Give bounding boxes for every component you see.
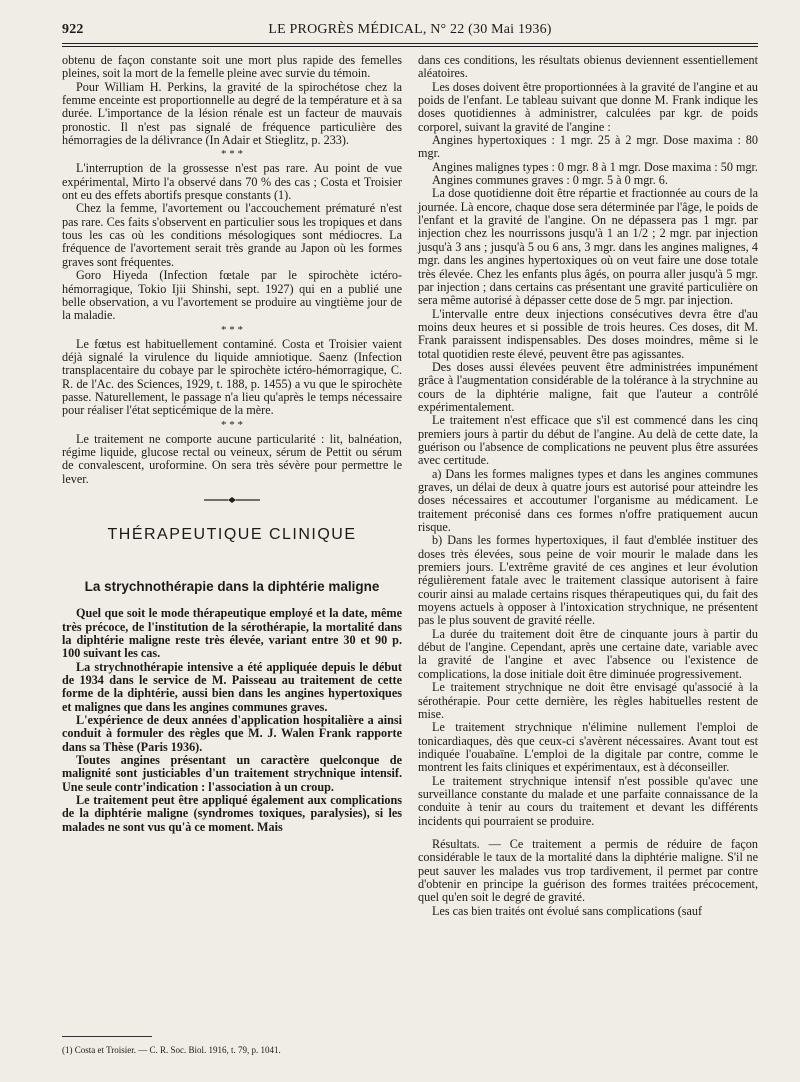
page-header (62, 22, 758, 42)
header-rule (62, 43, 758, 44)
section-separator: * * * (221, 418, 243, 431)
left-column (62, 54, 402, 834)
paragraph: dans ces conditions, les résultats obienus deviennent essentiellement aléatoires. (418, 53, 758, 81)
paragraph: Goro Hiyeda (Infection fœtale par le spirochète ictéro-hémorragique, Tokio Ijii Shinshi, sept. 1927) qui en a publié une belle observation, a vu l'avortement se produire au vingtième jour de la maladie. (62, 268, 402, 323)
article-title: La strychnothérapie dans la diphtérie maligne (84, 578, 380, 594)
footnote-rule (62, 1036, 152, 1037)
paragraph: Des doses aussi élevées peuvent être administrées impunément grâce à l'augmentation considérable de la tolérance à la strychnine au cours de la diphtérie maligne, fait que l'auteur a contrôlé expérimentalement. (418, 359, 758, 414)
dose-line: Angines communes graves : 0 mgr. 5 à 0 mgr. 6. (432, 173, 668, 188)
paragraph: Le traitement strychnique intensif n'est possible qu'avec une surveillance constante du malade et une parfaite connaissance de la conduite à tenir au cours du traitement et devant les différents incidents qui pourraient se produire. (418, 773, 758, 828)
paragraph: L'interruption de la grossesse n'est pas rare. Au point de vue expérimental, Mirto l'a observé dans 70 % des cas ; Costa et Troisier ont eu des effets abortifs presque constants (1). (62, 161, 402, 203)
paragraph: Le fœtus est habituellement contaminé. Costa et Troisier vaient déjà signalé la virulence du liquide amniotique. Saenz (Infection transplacentaire du cobaye par le spirochète ictéro-hémorragique, C. R. de l'Ac. des Sciences, 1929, t. 188, p. 1455) a vu que le spirochète passe. Naturellement, le passage n'a lieu qu'après le temps nécessaire pour réaliser l'état septicémique de la mère. (62, 336, 402, 418)
dose-line: Angines malignes types : 0 mgr. 8 à 1 mgr. Dose maxima : 50 mgr. (432, 159, 758, 174)
paragraph: Le traitement strychnique n'élimine nullement l'emploi de tonicardiaques, dès que ceux-ci s'avèrent nécessaires. Avant tout est indiquée l'ouabaïne. L'emploi de la digitale par contre, comme le montrent les faits cliniques et expérimentaux, est à déconseiller. (418, 720, 758, 775)
paragraph: a) Dans les formes malignes types et dans les angines communes graves, un délai de deux à quatre jours est autorisé pour atteindre les doses nécessaires et accoutumer l'organisme au médicament. Le traitement préconisé dans ces formes n'offre pratiquement aucun risque. (418, 466, 758, 535)
paragraph: Chez la femme, l'avortement ou l'accouchement prématuré n'est pas rare. Ces faits s'observent en particulier sous les tropiques et dans tous les cas où les conditions mésologiques sont médiocres. La fréquence de l'avortement serait très grande au Japon où les formes graves sont fréquentes. (62, 201, 402, 269)
paragraph: La durée du traitement doit être de cinquante jours à partir du début de l'angine. Cependant, après une certaine date, variable avec la gravité de l'angine et avec l'absence ou l'existence de complications, la dose initiale doit être diminuée progressivement. (418, 626, 758, 681)
paragraph: Les doses doivent être proportionnées à la gravité de l'angine et au poids de l'enfant. Le tableau suivant que donne M. Frank indique les doses quotidiennes à administrer, calculées par kgr. de poids corporel, suivant la gravité de l'angine : (418, 79, 758, 134)
paragraph: La dose quotidienne doit être répartie et fractionnée au cours de la journée. Là encore, chaque dose sera déterminée par l'âge, le poids de l'enfant et la gravité de l'angine. On ne dépassera pas 1 mgr. par injection chez les nourrissons jusqu'à 1 an 1/2 ; 2 mgr. par injection jusqu'à 3 ans ; jusqu'à 5 ou 6 ans, 3 mgr. dans les angines malignes, 4 mgr. dans les angines hypertoxiques où on veut faire une dose totale très élevée. Chez les enfants plus âgés, on pourra aller jusqu'à 5 mgr. par injection ; dans certains cas présentant une gravité particulière on sera même autorisé à dépasser cette dose de 5 mgr. par injection. (418, 186, 758, 308)
paragraph: obtenu de façon constante soit une mort plus rapide des femelles pleines, soit la mort de la femelle pleine avec survie du témoin. (62, 53, 402, 81)
paragraph: Toutes angines présentant un caractère quelconque de malignité sont justiciables d'un traitement strychnique intensif. Une seule contr'indication : l'association à un croup. (62, 753, 402, 794)
paragraph: Le traitement strychnique ne doit être envisagé qu'associé à la sérothérapie. Pour cette dernière, les règles habituelles restent de mise. (418, 680, 758, 721)
paragraph: La strychnothérapie intensive a été appliquée depuis le début de 1934 dans le service de M. Paisseau au traitement de cette forme de la diphtérie, aussi bien dans les angines hypertoxiques et malignes que dans les angines communes graves. (62, 659, 402, 714)
article-body (62, 607, 402, 834)
page-number: 922 (62, 22, 84, 37)
paragraph: Résultats. — Ce traitement a permis de réduire de façon considérable le taux de la mortalité dans la diphtérie maligne. S'il ne peut sauver les malades vus trop tardivement, il permet par contre d'obtenir en principe la guérison des formes traitées précocement, quel qu'en soit le degré de gravité. (418, 836, 758, 905)
section-title: THÉRAPEUTIQUE CLINIQUE (107, 525, 357, 543)
paragraph: b) Dans les formes hypertoxiques, il faut d'emblée instituer des doses très élevées, sous peine de voir mourir le malade dans les premiers jours. L'extrême gravité de ces angines et leur évolution régulièrement fatale avec le traitement classique autorisent à faire courir ainsi au malade certains risques thérapeutiques qui, du fait des moyens actuels à opposer à l'intoxication strychnique, ne présentent pas le plus souvent de gravité réelle. (418, 533, 758, 628)
paragraph: Pour William H. Perkins, la gravité de la spirochétose chez la femme enceinte est proportionnelle au degré de la température et à sa durée. L'importance de la lésion rénale est un facteur de mauvais pronostic. Il n'est pas signalé de fréquence particulière des hémorragies de la délivrance (In Adair et Stieglitz, p. 233). (62, 79, 402, 148)
paragraph: Les cas bien traités ont évolué sans complications (sauf (432, 903, 703, 918)
dose-line: Angines hypertoxiques : 1 mgr. 25 à 2 mgr. Dose maxima : 80 mgr. (418, 133, 758, 161)
section-separator: * * * (221, 148, 243, 161)
paragraph: Le traitement ne comporte aucune particularité : lit, balnéation, régime liquide, glucose rectal ou veineux, sérum de Pettit ou sérum de convalescent, uroformine. On sera très sévère pour permettre le lever. (62, 431, 402, 486)
paragraph: Quel que soit le mode thérapeutique employé et la date, même très précoce, de l'institution de la sérothérapie, la mortalité dans la diphtérie maligne reste très élevée, variant entre 30 et 90 p. 100 suivant les cas. (62, 606, 402, 661)
right-column (418, 54, 758, 918)
section-separator: * * * (221, 323, 243, 336)
paragraph: L'intervalle entre deux injections consécutives devra être d'au moins deux heures et si possible de trois heures. Ces doses, dit M. Frank paraissent indispensables. Des doses moindres, même si le total quotidien reste élevé, peuvent être pas agissantes. (418, 306, 758, 361)
footnote: (1) Costa et Troisier. — C. R. Soc. Biol. 1916, t. 79, p. 1041. (62, 1045, 281, 1055)
ornament-divider (62, 486, 402, 514)
paragraph: L'expérience de deux années d'application hospitalière a ainsi conduit à formuler des règles que M. J. Walen Frank rapporte dans sa Thèse (Paris 1936). (62, 713, 402, 754)
running-title: LE PROGRÈS MÉDICAL, N° 22 (30 Mai 1936) (268, 22, 552, 37)
header-rule-double (62, 46, 758, 47)
paragraph: Le traitement peut être appliqué également aux complications de la diphtérie maligne (syndromes toxiques, paralysies), si les malades ne sont vus qu'à ce moment. Mais (62, 793, 402, 834)
paragraph: Le traitement n'est efficace que s'il est commencé dans les cinq premiers jours à partir du début de l'angine. Au delà de cette date, la guérison ou l'absence de complications ne peuvent plus être assurées avec certitude. (418, 413, 758, 468)
